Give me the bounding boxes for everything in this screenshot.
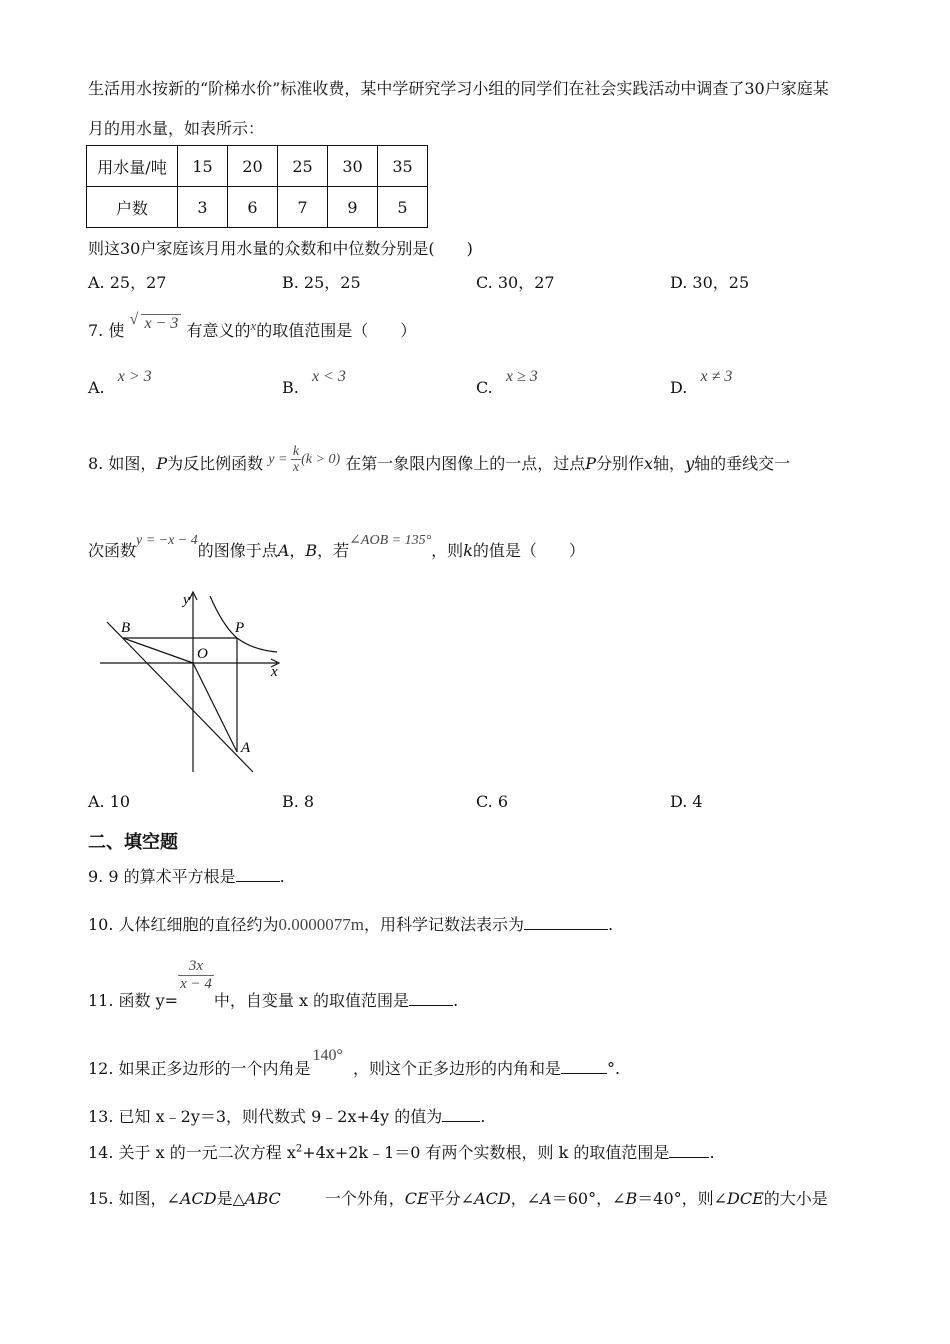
q11-fraction xyxy=(178,958,214,992)
q12 xyxy=(88,1047,621,1079)
q10-end: . xyxy=(608,915,614,934)
option-math: x < 3 xyxy=(311,368,346,385)
q14-exponent: 2 xyxy=(295,1143,303,1155)
answer-blank xyxy=(669,1143,709,1158)
label-a: A xyxy=(241,740,251,756)
func-condition: (k > 0) xyxy=(301,452,341,468)
q10-value: 0.0000077m xyxy=(278,915,365,934)
water-usage-table xyxy=(86,145,428,228)
q8-prefix: 8. 如图， xyxy=(88,454,157,474)
q8-text: 次函数 xyxy=(88,541,137,560)
q7-middle: 有意义的 xyxy=(186,321,251,340)
answer-blank xyxy=(561,1059,607,1074)
q7-prefix: 7. 使 xyxy=(88,321,125,340)
q11-text: 中，自变量 x 的取值范围是 xyxy=(213,990,410,1010)
answer-blank xyxy=(409,991,453,1006)
q7-var: x xyxy=(250,318,257,333)
table-cell: 15 xyxy=(178,146,228,187)
q13-text: 13. 已知 x﹣2y＝3，则代数式 9﹣2x+4y 的值为 xyxy=(88,1107,443,1126)
q8-text: ， xyxy=(289,541,306,560)
table-cell: 9 xyxy=(328,187,378,228)
q14-end: . xyxy=(709,1143,715,1162)
q8-y: y xyxy=(685,454,695,474)
q8-option-d: D. 4 xyxy=(670,792,703,811)
q15-angle-acd: ∠ACD xyxy=(166,1189,217,1208)
q8-k: k xyxy=(463,541,473,560)
q6-question: 则这30户家庭该月用水量的众数和中位数分别是( ) xyxy=(88,239,473,258)
q8-stem-line1 xyxy=(88,444,791,482)
q15-text: 一个外角， xyxy=(324,1189,405,1208)
segment-ob xyxy=(123,638,193,663)
q8-text: 的值是（ ） xyxy=(472,541,585,560)
q12-text: ，则这个正多边形的内角和是 xyxy=(352,1059,561,1078)
table-header-usage: 用水量/吨 xyxy=(87,146,178,187)
table-cell: 3 xyxy=(178,187,228,228)
q8-point-a: A xyxy=(277,541,290,560)
q13 xyxy=(88,1104,485,1127)
frac-num: 3x xyxy=(178,958,214,976)
q9-end: . xyxy=(279,867,285,886)
label-b: B xyxy=(121,620,131,636)
frac-den: x − 4 xyxy=(180,975,212,992)
func-lhs: y = xyxy=(268,452,288,468)
segment-oa xyxy=(193,663,237,752)
answer-blank xyxy=(236,867,280,882)
q12-angle: 140° xyxy=(312,1047,343,1064)
q8-point-b: B xyxy=(305,541,318,560)
label-p: P xyxy=(235,620,245,636)
q6-option-a: A. 25，27 xyxy=(88,273,167,292)
q8-point-p: P xyxy=(156,454,168,474)
answer-blank xyxy=(442,1107,480,1122)
q15-angle-dce: ∠DCE xyxy=(713,1189,764,1208)
table-cell: 7 xyxy=(278,187,328,228)
table-row xyxy=(87,146,428,187)
q15-text: ， xyxy=(510,1189,527,1208)
q15-text: 平分 xyxy=(428,1189,461,1208)
q6-intro-line2: 月的用水量，如表所示： xyxy=(88,119,265,138)
label-o: O xyxy=(197,646,208,662)
q9-text: 9. 9 的算术平方根是 xyxy=(88,867,236,886)
q14-text2: +4x+2k﹣1＝0 有两个实数根，则 k 的取值范围是 xyxy=(302,1143,670,1162)
q8-text: 轴， xyxy=(653,454,686,474)
q10-text: 10. 人体红细胞的直径约为 xyxy=(88,915,279,934)
q9 xyxy=(88,864,285,887)
option-math: x ≥ 3 xyxy=(505,368,538,385)
table-row xyxy=(87,187,428,228)
q15-angle-a: ∠A xyxy=(526,1189,552,1208)
q14-text1: 14. 关于 x 的一元二次方程 x xyxy=(88,1143,296,1162)
q15-angle-acd: ∠ACD xyxy=(460,1189,511,1208)
q7-option-a xyxy=(88,368,152,398)
q7-sqrt xyxy=(129,311,181,333)
table-cell: 30 xyxy=(328,146,378,187)
q8-text: 分别作 xyxy=(596,454,645,474)
q8-text: ，若 xyxy=(317,541,350,560)
q12-prefix: 12. 如果正多边形的一个内角是 xyxy=(88,1059,311,1078)
table-cell: 5 xyxy=(378,187,428,228)
q8-text: 的图像于点 xyxy=(197,541,278,560)
q7-radicand: x − 3 xyxy=(141,314,181,332)
q15-text: 是 xyxy=(216,1189,233,1208)
q8-option-a: A. 10 xyxy=(88,792,131,811)
q8-angle: ∠AOB = 135° xyxy=(349,533,432,548)
frac-num: k xyxy=(292,444,300,459)
q10-text2: ，用科学记数法表示为 xyxy=(364,915,525,934)
q14 xyxy=(88,1140,715,1163)
option-math: x > 3 xyxy=(117,368,152,385)
section-title: 二、填空题 xyxy=(88,832,178,853)
option-letter: C. xyxy=(476,378,493,397)
q12-end: °. xyxy=(606,1059,621,1078)
q8-figure xyxy=(95,586,295,782)
option-letter: B. xyxy=(282,378,299,397)
q15-text: ＝60°， xyxy=(551,1189,613,1208)
table-cell: 35 xyxy=(378,146,428,187)
q15-triangle-abc: △ABC xyxy=(232,1189,281,1208)
q7-stem xyxy=(88,311,417,341)
func-fraction xyxy=(291,444,301,476)
q7-option-c xyxy=(476,368,538,398)
frac-den: x xyxy=(292,460,300,476)
option-math: x ≠ 3 xyxy=(700,368,733,385)
q6-intro-line1: 生活用水按新的“阶梯水价”标准收费，某中学研究学习小组的同学们在社会实践活动中调查了30户家庭某 xyxy=(88,79,829,98)
table-header-households: 户数 xyxy=(87,187,178,228)
q13-end: . xyxy=(480,1107,486,1126)
label-x: x xyxy=(271,664,278,680)
q15-angle-b: ∠B xyxy=(612,1189,638,1208)
q7-option-d xyxy=(670,368,733,398)
q8-text: 为反比例函数 xyxy=(167,454,264,474)
radical-sign-icon: √ xyxy=(129,311,139,328)
q6-option-d: D. 30，25 xyxy=(670,273,750,292)
q15-prefix: 15. 如图， xyxy=(88,1189,167,1208)
q8-text: 在第一象限内图像上的一点，过点 xyxy=(345,454,586,474)
q8-option-b: B. 8 xyxy=(282,792,315,811)
q11 xyxy=(88,958,459,1010)
option-letter: A. xyxy=(88,378,105,397)
q8-function xyxy=(268,444,340,476)
table-cell: 20 xyxy=(228,146,278,187)
q6-option-b: B. 25，25 xyxy=(282,273,361,292)
answer-blank xyxy=(524,915,608,930)
q8-text: 轴的垂线交一 xyxy=(694,454,791,474)
q8-point-p: P xyxy=(585,454,596,474)
q8-option-c: C. 6 xyxy=(476,792,509,811)
table-cell: 25 xyxy=(278,146,328,187)
q15-text: ＝40°，则 xyxy=(637,1189,714,1208)
q11-end: . xyxy=(453,990,459,1010)
q10 xyxy=(88,912,613,935)
table-cell: 6 xyxy=(228,187,278,228)
q8-linear-func: y = −x − 4 xyxy=(136,533,198,548)
linear-line xyxy=(107,622,253,772)
q15-text: 的大小是 xyxy=(763,1189,828,1208)
q8-stem-line2 xyxy=(88,533,585,561)
q7-suffix: 的取值范围是（ ） xyxy=(256,321,417,340)
q8-x: x xyxy=(644,454,654,474)
q15 xyxy=(88,1186,828,1209)
q15-ce: CE xyxy=(404,1189,429,1208)
q6-option-c: C. 30，27 xyxy=(476,273,555,292)
q11-prefix: 11. 函数 y= xyxy=(88,990,179,1010)
label-y: y xyxy=(183,592,190,608)
q8-text: ，则 xyxy=(431,541,464,560)
q7-option-b xyxy=(282,368,346,398)
option-letter: D. xyxy=(670,378,688,397)
